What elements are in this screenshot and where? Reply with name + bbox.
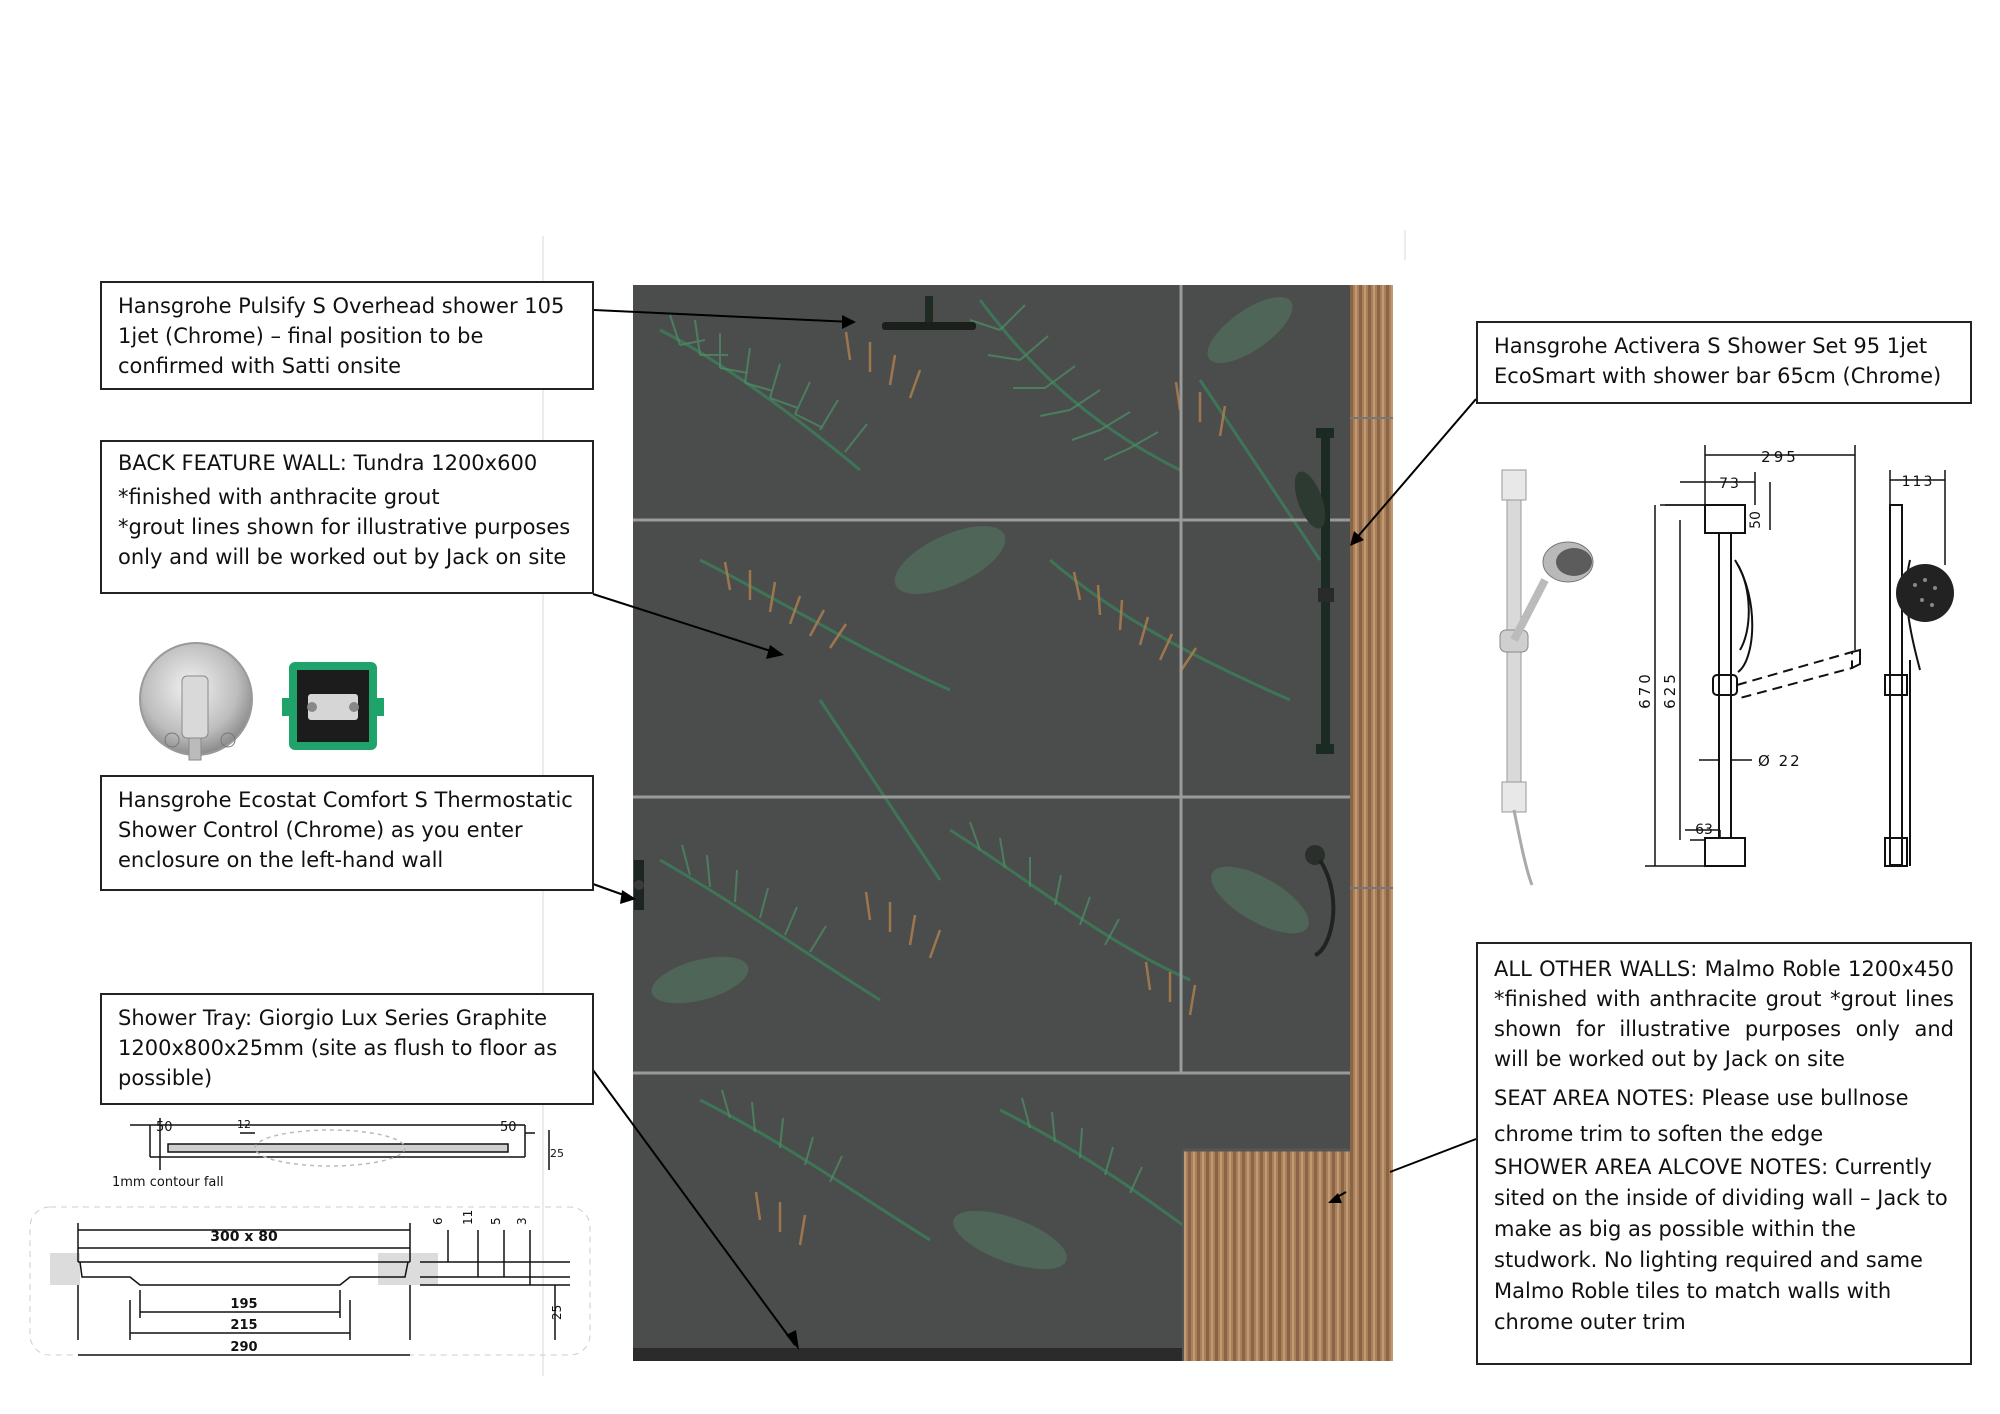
back-wall-grout: *finished with anthracite grout [118, 485, 440, 509]
dim-670: 670 [1636, 671, 1654, 709]
tray-dim-12: 12 [237, 1118, 251, 1131]
note-overhead-shower [100, 281, 594, 390]
tray-dim-5: 5 [489, 1217, 503, 1225]
tray-dim-290: 290 [230, 1340, 258, 1355]
tray-dim-6: 6 [431, 1217, 445, 1225]
tray-dim-50-right: 50 [500, 1120, 517, 1135]
note-shower-tray [100, 993, 594, 1105]
back-wall-title: BACK FEATURE WALL: Tundra 1200x600 [118, 451, 538, 475]
seat-area [1183, 1150, 1393, 1361]
note-thermostatic-control-text: Hansgrohe Ecostat Comfort S Thermostatic Shower Control (Chrome) as you enter enclosure on the left-hand wall [118, 788, 573, 872]
tray-drain-cover-size: 300 x 80 [210, 1229, 278, 1245]
note-overhead-shower-text: Hansgrohe Pulsify S Overhead shower 105 1jet (Chrome) – final position to be confirmed with Satti onsite [118, 294, 565, 378]
dim-73: 73 [1719, 476, 1741, 492]
tray-dim-3: 3 [515, 1217, 529, 1225]
thermostat-on-wall [634, 860, 644, 910]
tray-dim-11: 11 [461, 1209, 475, 1225]
tray-dim-25-edge: 25 [550, 1147, 564, 1160]
dim-63: 63 [1695, 822, 1713, 838]
tray-dim-195: 195 [230, 1297, 258, 1312]
dim-295: 295 [1761, 448, 1799, 466]
other-walls-text: ALL OTHER WALLS: Malmo Roble 1200x450 *finished with anthracite grout *grout lines shown for illustrative purposes only and will be worked out by Jack on site [1494, 957, 1954, 1071]
alcove-text: SHOWER AREA ALCOVE NOTES: Currently sited on the inside of dividing wall – Jack to make as big as possible within the studwork. No lighting required and same Malmo Roble tiles to match walls with chrome outer trim [1494, 1155, 1948, 1334]
note-other-walls [1476, 942, 1972, 1365]
tray-dim-215: 215 [230, 1318, 258, 1333]
seat-area-text: SEAT AREA NOTES: Please use bullnose chrome trim to soften the edge [1494, 1086, 1909, 1146]
dim-113: 113 [1901, 474, 1935, 490]
note-shower-tray-text: Shower Tray: Giorgio Lux Series Graphite 1200x800x25mm (site as flush to floor as possible) [118, 1006, 558, 1090]
tray-dim-50-left: 50 [156, 1120, 173, 1135]
note-back-feature-wall [100, 440, 594, 594]
tray-contour-note: 1mm contour fall [112, 1175, 224, 1190]
back-wall-grout-note: *grout lines shown for illustrative purposes only and will be worked out by Jack on site [118, 515, 571, 569]
dim-diameter-22: Ø 22 [1758, 752, 1802, 770]
note-shower-set-text: Hansgrohe Activera S Shower Set 95 1jet EcoSmart with shower bar 65cm (Chrome) [1494, 334, 1942, 388]
note-thermostatic-control [100, 775, 594, 891]
tray-dim-25-depth: 25 [550, 1304, 564, 1320]
note-shower-set [1476, 321, 1972, 404]
dim-50: 50 [1748, 511, 1764, 529]
dim-625: 625 [1661, 671, 1679, 709]
